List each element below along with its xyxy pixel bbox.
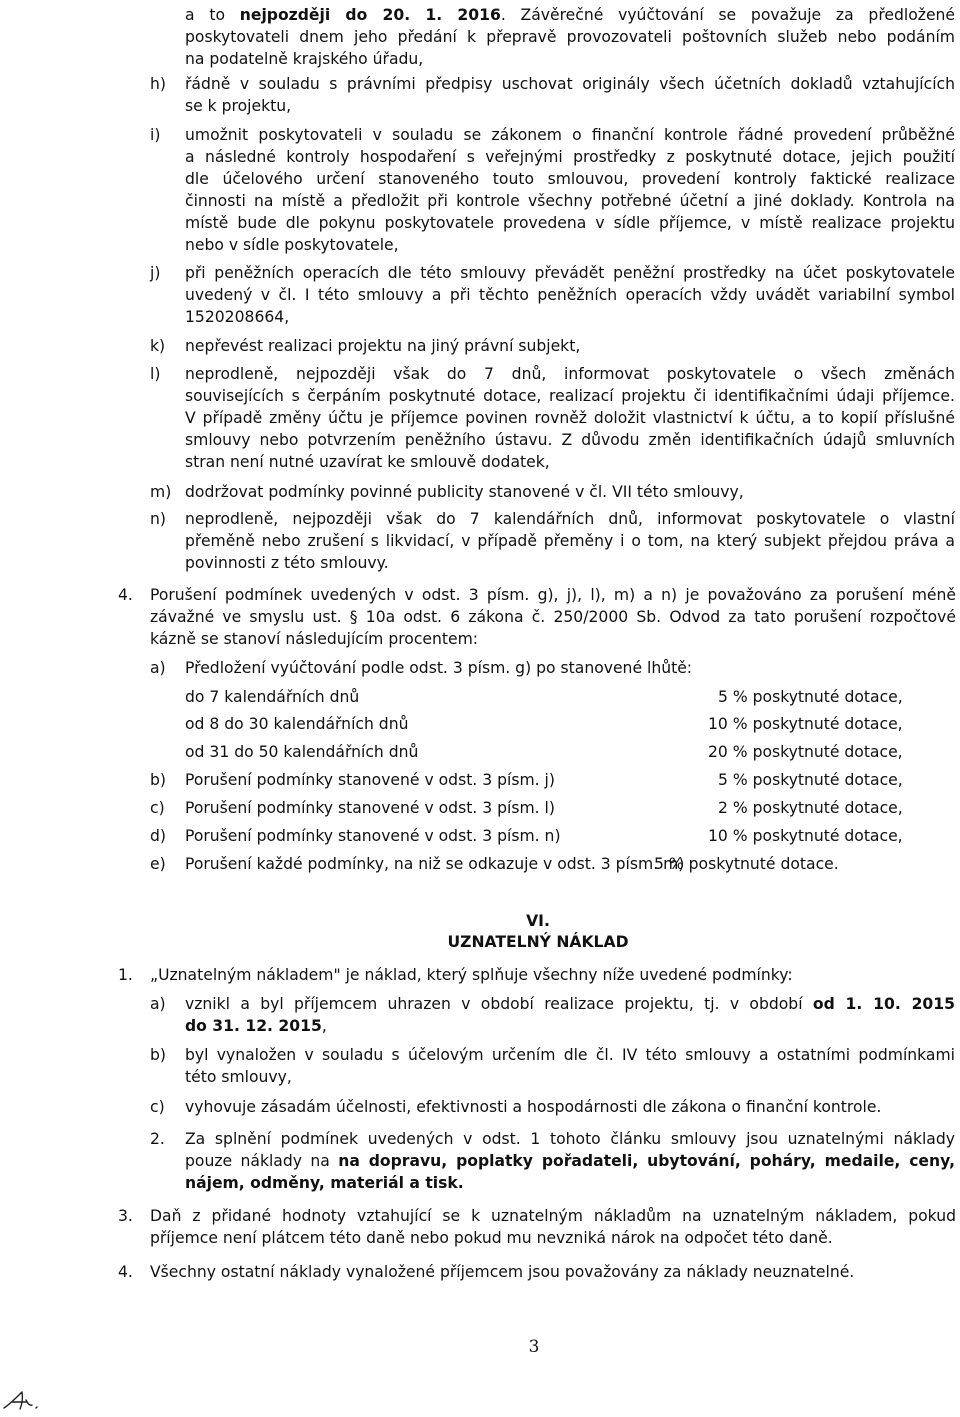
item-j-line-1: při peněžních operacích dle této smlouvy převádět peněžní prostředky na účet poskytovatele xyxy=(185,264,955,282)
penalty-label-e: e) xyxy=(150,855,166,873)
penalty-label-a: a) xyxy=(150,659,166,677)
point-4-line-1: Porušení podmínek uvedených v odst. 3 písm. g), j), l), m) a n) je považováno za porušení méně xyxy=(150,586,956,604)
item-i-line-1: umožnit poskytovateli v souladu se zákonem o finanční kontrole řádné provedení průběžné xyxy=(185,126,955,144)
intro-line-1: a to nejpozději do 20. 1. 2016. Závěrečné vyúčtování se považuje za předložené xyxy=(185,6,956,24)
section-p2-line-3: nájem, odměny, materiál a tisk. xyxy=(185,1174,464,1192)
penalty-c-amount: 2 % poskytnuté dotace, xyxy=(718,799,903,817)
point-4-number: 4. xyxy=(118,586,133,604)
penalty-e-amount: 5 % poskytnuté dotace. xyxy=(654,855,839,873)
item-i-line-3: dle účelového určení stanoveného touto smlouvou, provedení kontroly faktické realizace xyxy=(185,170,955,188)
section-p1-number: 1. xyxy=(118,966,133,984)
penalty-c-text: Porušení podmínky stanovené v odst. 3 písm. l) xyxy=(185,799,555,817)
penalty-tier-2-amount: 10 % poskytnuté dotace, xyxy=(708,715,903,733)
penalty-tier-1-text: do 7 kalendářních dnů xyxy=(185,688,360,706)
section-p3-line-1: Daň z přidané hodnoty vztahující se k uznatelným nákladům na uznatelným nákladem, pokud xyxy=(150,1207,956,1225)
penalty-d-amount: 10 % poskytnuté dotace, xyxy=(708,827,903,845)
section-title: UZNATELNÝ NÁKLAD xyxy=(447,933,629,951)
section-p3-number: 3. xyxy=(118,1207,133,1225)
penalty-e-text: Porušení každé podmínky, na niž se odkazuje v odst. 3 písm. m) xyxy=(185,855,685,873)
section-p1-b-line-2: této smlouvy, xyxy=(185,1068,292,1086)
section-p1-a-line-1: vznikl a byl příjemcem uhrazen v období realizace projektu, tj. v období od 1. 10. 2015 xyxy=(185,995,955,1013)
item-j-line-3: 1520208664, xyxy=(185,308,290,326)
penalty-b-amount: 5 % poskytnuté dotace, xyxy=(718,771,903,789)
item-i-line-5: místě bude dle pokynu poskytovatele provedena v sídle příjemce, v místě realizace projektu xyxy=(185,214,955,232)
item-label-h: h) xyxy=(150,75,166,93)
item-i-line-2: a následné kontroly hospodaření s veřejnými prostředky z poskytnuté dotace, jejich použití xyxy=(185,148,955,166)
section-p1-a-line-2: do 31. 12. 2015, xyxy=(185,1017,327,1035)
section-p2-line-2: pouze náklady na na dopravu, poplatky pořadateli, ubytování, poháry, medaile, ceny, xyxy=(185,1152,955,1170)
item-label-j: j) xyxy=(150,264,161,282)
page-number: 3 xyxy=(528,1337,540,1357)
penalty-label-b: b) xyxy=(150,771,166,789)
item-l-line-1: neprodleně, nejpozději však do 7 dnů, informovat poskytovatele o všech změnách xyxy=(185,365,955,383)
item-label-m: m) xyxy=(150,483,172,501)
item-label-k: k) xyxy=(150,337,166,355)
section-p1-b-line-1: byl vynaložen v souladu s účelovým určením dle čl. IV této smlouvy a ostatními podmínkami xyxy=(185,1046,955,1064)
penalty-tier-1-amount: 5 % poskytnuté dotace, xyxy=(718,688,903,706)
section-p1-c-text: vyhovuje zásadám účelnosti, efektivnosti a hospodárnosti dle zákona o finanční kontrole. xyxy=(185,1098,882,1116)
item-h-line-1: řádně v souladu s právními předpisy uschovat originály všech účetních dokladů vztahujících xyxy=(185,75,955,93)
section-p2-line-1: Za splnění podmínek uvedených v odst. 1 tohoto článku smlouvy jsou uznatelnými náklady xyxy=(185,1130,955,1148)
handwritten-initials-icon xyxy=(0,1386,60,1412)
item-k-line-1: nepřevést realizaci projektu na jiný právní subjekt, xyxy=(185,337,581,355)
penalty-d-text: Porušení podmínky stanovené v odst. 3 písm. n) xyxy=(185,827,561,845)
item-n-line-2: přeměně nebo zrušení s likvidací, v případě přeměny i o tom, na který subjekt přejdou práva a xyxy=(185,532,955,550)
section-p1-text: „Uznatelným nákladem" je náklad, který splňuje všechny níže uvedené podmínky: xyxy=(150,966,793,984)
item-l-line-5: stran není nutné uzavírat ke smlouvě dodatek, xyxy=(185,453,550,471)
item-l-line-2: souvisejících s čerpáním poskytnuté dotace, realizací projektu či identifikačními údaji příjemce. xyxy=(185,387,955,405)
item-label-i: i) xyxy=(150,126,161,144)
section-p1-c-label: c) xyxy=(150,1098,165,1116)
item-h-line-2: se k projektu, xyxy=(185,97,292,115)
item-j-line-2: uvedený v čl. I této smlouvy a při těchto peněžních operacích vždy uvádět variabilní symbol xyxy=(185,286,955,304)
item-label-n: n) xyxy=(150,510,166,528)
penalty-tier-3-amount: 20 % poskytnuté dotace, xyxy=(708,743,903,761)
item-i-line-6: nebo v sídle poskytovatele, xyxy=(185,236,399,254)
section-number: VI. xyxy=(526,912,550,930)
item-label-l: l) xyxy=(150,365,161,383)
section-p4-number: 4. xyxy=(118,1263,133,1281)
section-p1-b-label: b) xyxy=(150,1046,166,1064)
penalty-tier-3-text: od 31 do 50 kalendářních dnů xyxy=(185,743,419,761)
penalty-b-text: Porušení podmínky stanovené v odst. 3 písm. j) xyxy=(185,771,555,789)
point-4-line-2: závažné ve smyslu ust. § 10a odst. 6 zákona č. 250/2000 Sb. Odvod za tato porušení rozpočtové xyxy=(150,608,956,626)
intro-line-2: poskytovateli dnem jeho předání k přepravě provozovateli poštovních služeb nebo podáním xyxy=(185,28,955,46)
penalty-label-c: c) xyxy=(150,799,165,817)
section-p4-text: Všechny ostatní náklady vynaložené příjemcem jsou považovány za náklady neuznatelné. xyxy=(150,1263,855,1281)
penalty-a-text: Předložení vyúčtování podle odst. 3 písm. g) po stanovené lhůtě: xyxy=(185,659,693,677)
item-l-line-3: V případě změny účtu je příjemce povinen rovněž doložit vlastnictví k účtu, a to kopií příslušné xyxy=(185,409,955,427)
section-p2-number: 2. xyxy=(150,1130,165,1148)
penalty-tier-2-text: od 8 do 30 kalendářních dnů xyxy=(185,715,409,733)
item-n-line-3: povinnosti z této smlouvy. xyxy=(185,554,389,572)
item-m-line-1: dodržovat podmínky povinné publicity stanovené v čl. VII této smlouvy, xyxy=(185,483,744,501)
section-p1-a-label: a) xyxy=(150,995,166,1013)
point-4-line-3: kázně se stanoví následujícím procentem: xyxy=(150,630,479,648)
section-p3-line-2: příjemce není plátcem této daně nebo pokud mu nevzniká nárok na odpočet této daně. xyxy=(150,1229,833,1247)
item-l-line-4: smlouvy nebo potvrzením peněžního ústavu. Z důvodu změn identifikačních údajů smluvních xyxy=(185,431,955,449)
intro-line-3: na podatelně krajského úřadu, xyxy=(185,50,424,68)
item-n-line-1: neprodleně, nejpozději však do 7 kalendářních dnů, informovat poskytovatele o vlastní xyxy=(185,510,955,528)
item-i-line-4: činnosti na místě a předložit při kontrole všechny potřebné účetní a jiné doklady. Kontrola na xyxy=(185,192,955,210)
penalty-label-d: d) xyxy=(150,827,166,845)
